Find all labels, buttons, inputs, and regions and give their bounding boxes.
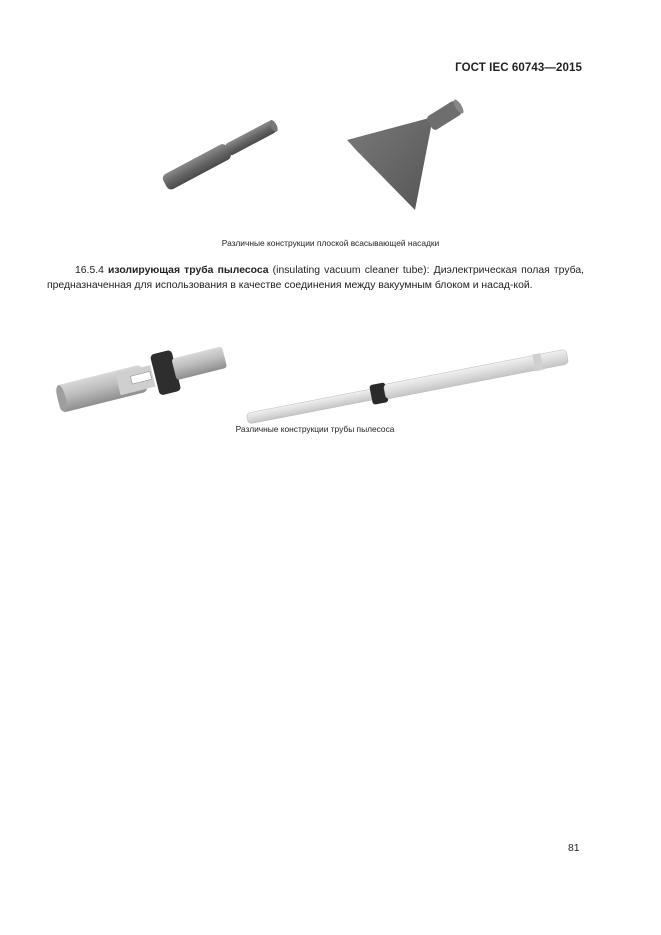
page-number: 81 xyxy=(568,843,580,854)
figure-1-image-narrow-nozzle xyxy=(150,110,290,200)
figure-2-image-short-tube xyxy=(45,330,230,410)
figure-2-image-long-tube xyxy=(235,320,575,400)
figure-2-caption: Различные конструкции трубы пылесоса xyxy=(235,424,395,434)
clause-definition: Диэлектрическая полая труба, предназначенная для использования в качестве соединения между вакуумным блоком и насад-кой. xyxy=(47,265,585,291)
clause-number: 16.5.4 xyxy=(75,265,104,276)
clause-term: изолирующая труба пылесоса xyxy=(108,265,269,276)
figure-1-caption: Различные конструкции плоской всасывающей насадки xyxy=(221,238,440,248)
standard-header: ГОСТ IEC 60743—2015 xyxy=(455,62,582,74)
clause-term-en: (insulating vacuum cleaner tube): xyxy=(272,265,430,276)
figure-1-image-wide-nozzle xyxy=(345,95,475,215)
clause-paragraph xyxy=(47,263,584,293)
